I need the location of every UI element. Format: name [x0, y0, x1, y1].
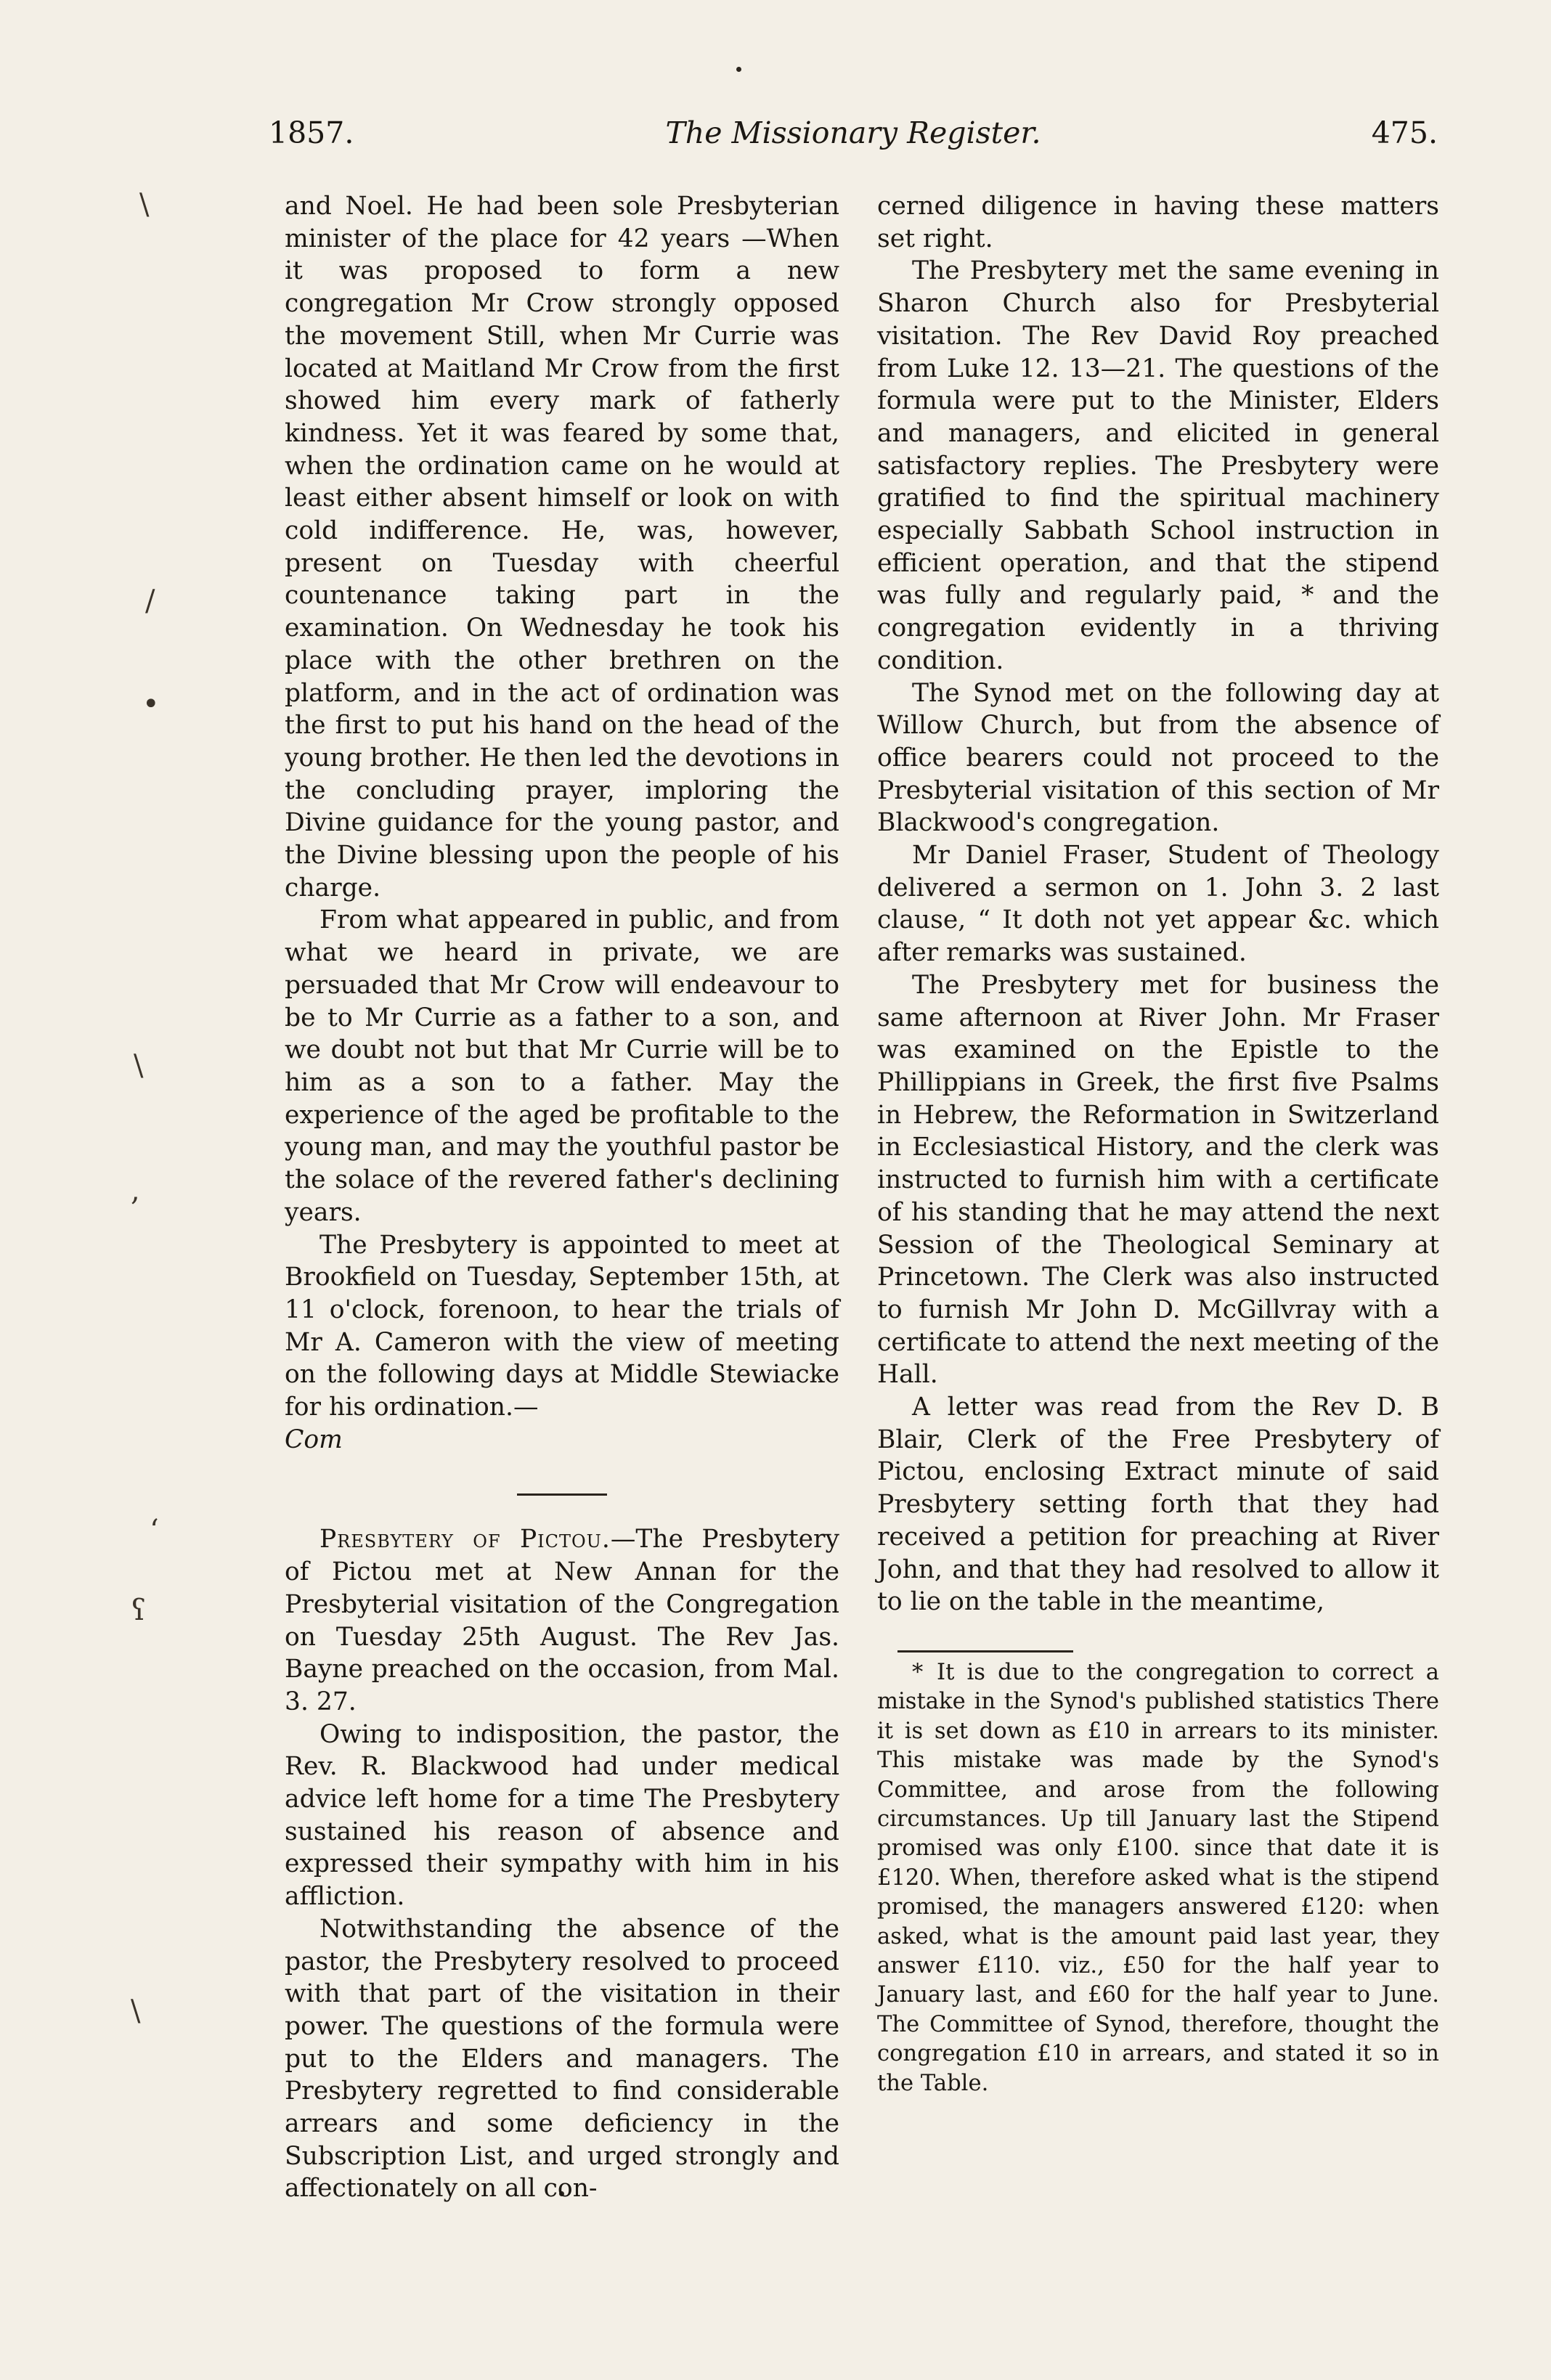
- section-paragraph-text: —The Presbytery of Pictou met at New Annan for the Presbyterial visitation of the Congregation on Tuesday 25th August. The Rev Jas. Bayne preached on the occasion, from Mal. 3. 27.: [285, 1525, 840, 1716]
- paragraph: A letter was read from the Rev D. B Blair, Clerk of the Free Presbytery of Pictou, enclosing Extract minute of said Presbytery setting forth that they had received a petition for preaching at River John, and that they had resolved to allow it to lie on the table in the meantime,: [877, 1393, 1439, 1617]
- paragraph: The Presbytery is appointed to meet at Brookfield on Tuesday, September 15th, at 11 o'clock, forenoon, to hear the trials of Mr A. Cameron with the view of meeting on the following days at Middle Stewiacke for his ordination.—: [285, 1230, 839, 1422]
- paragraph: cerned diligence in having these matters set right.: [877, 192, 1439, 253]
- margin-tick-mark: /: [145, 584, 155, 618]
- paragraph: The Presbytery met the same evening in Sharon Church also for Presbyterial visitation. The Rev David Roy preached from Luke 12. 13—21. The questions of the formula were put to the Minister, Elders and managers, and elicited in general satisfactory replies. The Presbytery were gratified to find the spiritual machinery especially Sabbath School instruction in efficient operation, and that the stipend was fully and regularly paid, * and the congregation evidently in a thriving condition.: [877, 256, 1439, 675]
- margin-tick-mark: ,: [131, 1174, 140, 1207]
- footnote-text: It is due to the congregation to correct a mistake in the Synod's published statistics There it is set down as £10 in arrears to its minister. This mistake was made by the Synod's Committee, and arose from the following circumstances. Up till January last the Stipend promised was only £100. since that date it is £120. When, therefore asked what is the stipend promised, the managers answered £120: when asked, what is the amount paid last year, they answer £110. viz., £50 for the half year to January last, and £60 for the half year to June. The Committee of Synod, therefore, thought the congregation £10 in arrears, and stated it so in the Table.: [877, 1659, 1439, 2096]
- running-header: [269, 107, 1438, 158]
- margin-tick-mark: \: [131, 1994, 141, 2028]
- header-title: The Missionary Register.: [665, 115, 1041, 150]
- margin-tick-mark: ʕ: [131, 1594, 147, 1627]
- paragraph: From what appeared in public, and from what we heard in private, we are persuaded that Mr Crow will endeavour to be to Mr Currie as a father to a son, and we doubt not but that Mr Currie will be to him as a son to a father. May the experience of the aged be profitable to the young man, and may the youthful pastor be the solace of the revered father's declining years.: [285, 905, 839, 1227]
- paragraph: and Noel. He had been sole Presbyterian minister of the place for 42 years —When it was proposed to form a new congregation Mr Crow strongly opposed the movement Still, when Mr Currie was located at Maitland Mr Crow from the first showed him every mark of fatherly kindness. Yet it was feared by some that, when the ordination came on he would at least either absent himself or look on with cold indifference. He, was, however, present on Tuesday with cheerful countenance taking part in the examination. On Wednesday he took his place with the other brethren on the platform, and in the act of ordination was the first to put his hand on the head of the young brother. He then led the devotions in the concluding prayer, imploring the Divine guidance for the young pastor, and the Divine blessing upon the people of his charge.: [285, 192, 839, 902]
- section-heading: Presbytery of Pictou.: [319, 1525, 611, 1554]
- footnote-marker: *: [912, 1659, 924, 1685]
- footnote-divider: [897, 1650, 1073, 1652]
- paragraph: The Presbytery met for business the same afternoon at River John. Mr Fraser was examined on the Epistle to the Phillippians in Greek, the first five Psalms in Hebrew, the Reformation in Switzerland in Ecclesiastical History, and the clerk was instructed to furnish him with a certificate of his standing that he may attend the next Session of the Theological Seminary at Princetown. The Clerk was also instructed to furnish Mr John D. McGillvray with a certificate to attend the next meeting of the Hall.: [877, 970, 1439, 1390]
- margin-tick-mark: \: [139, 188, 150, 221]
- right-column: [877, 190, 1439, 2098]
- left-column: [285, 190, 839, 2205]
- margin-tick-mark: ʻ: [150, 1514, 159, 1547]
- ink-speck-top: [736, 67, 741, 72]
- header-year: 1857.: [269, 115, 354, 150]
- header-page-number: 475.: [1371, 115, 1438, 150]
- paragraph: Owing to indisposition, the pastor, the Rev. R. Blackwood had under medical advice left home for a time The Presbytery sustained his reason of absence and expressed their sympathy with him in his affliction.: [285, 1719, 839, 1912]
- paragraph: The Synod met on the following day at Willow Church, but from the absence of office bearers could not proceed to the Presbyterial visitation of this section of Mr Blackwood's congregation.: [877, 678, 1439, 838]
- signature: Com: [285, 1425, 343, 1454]
- section-paragraph: [285, 1523, 839, 1718]
- paragraph: Mr Daniel Fraser, Student of Theology delivered a sermon on 1. John 3. 2 last clause, “ It doth not yet appear &c. which after remarks was sustained.: [877, 841, 1439, 968]
- margin-tick-mark: \: [134, 1049, 144, 1083]
- paragraph: Notwithstanding the absence of the pastor, the Presbytery resolved to proceed with that part of the visitation in their power. The questions of the formula were put to the Elders and managers. The Presbytery regretted to find considerable arrears and some deficiency in the Subscription List, and urged strongly and affectionately on all con-: [285, 1914, 839, 2204]
- margin-tick-mark: •: [142, 688, 160, 721]
- footnote: [877, 1658, 1439, 2098]
- section-divider: [517, 1493, 607, 1496]
